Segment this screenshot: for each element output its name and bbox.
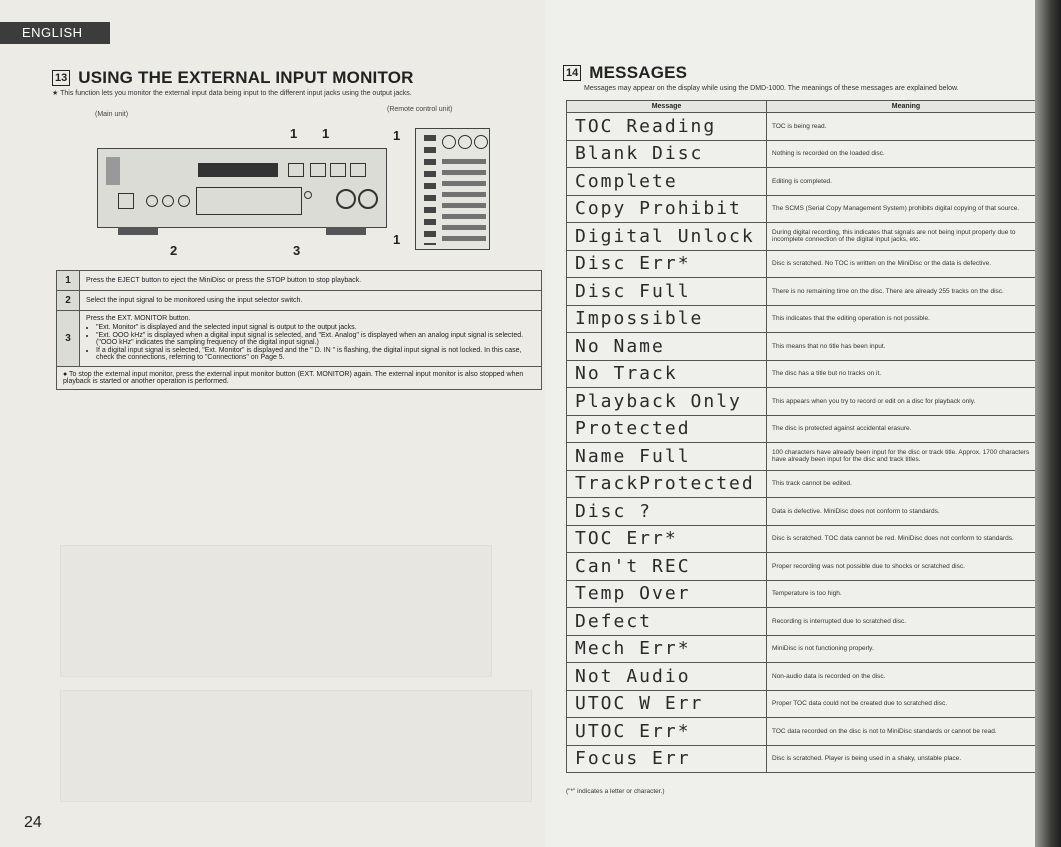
remote-illustration xyxy=(415,128,490,250)
table-row xyxy=(567,498,1046,526)
table-row xyxy=(567,250,1046,278)
step-bullet: • "Ext. OOO kHz" is displayed when a digital input signal is selected, and "Ext. Analog" is displayed when an analog input signal is selected. ("OOO kHz" indicates the sampling frequency of the digital input signal.) xyxy=(96,332,535,346)
dial-icon xyxy=(336,189,356,209)
section-number: 14 xyxy=(563,65,581,81)
knob-icon xyxy=(146,195,158,207)
meaning-cell: Editing is completed. xyxy=(767,168,1046,196)
pause-button-icon xyxy=(350,163,366,177)
table-row xyxy=(567,553,1046,581)
section-number: 13 xyxy=(52,70,70,86)
message-cell: Protected xyxy=(567,415,767,443)
callout-2: 2 xyxy=(170,243,178,258)
message-cell: No Track xyxy=(567,360,767,388)
message-cell: Name Full xyxy=(567,443,767,471)
step-text: Press the EXT. MONITOR button. xyxy=(86,315,191,322)
meaning-cell: The disc has a title but no tracks on it. xyxy=(767,360,1046,388)
table-row xyxy=(567,525,1046,553)
main-unit-illustration xyxy=(97,148,387,228)
callout-3: 3 xyxy=(293,243,301,258)
table-row xyxy=(567,168,1046,196)
message-cell: Copy Prohibit xyxy=(567,195,767,223)
step-number: 3 xyxy=(57,311,80,367)
meaning-cell: The disc is protected against accidental erasure. xyxy=(767,415,1046,443)
message-cell: TOC Reading xyxy=(567,113,767,141)
section-14-heading xyxy=(563,63,687,83)
meaning-cell: Disc is scratched. Player is being used in a shaky, unstable place. xyxy=(767,745,1046,773)
message-cell: Temp Over xyxy=(567,580,767,608)
step-text: Select the input signal to be monitored using the input selector switch. xyxy=(80,291,542,311)
stop-button-icon xyxy=(310,163,326,177)
ext-monitor-button-icon xyxy=(304,191,312,199)
message-cell: UTOC W Err xyxy=(567,690,767,718)
step-row xyxy=(57,271,542,291)
message-cell: TrackProtected xyxy=(567,470,767,498)
message-cell: Can't REC xyxy=(567,553,767,581)
dial-icon xyxy=(358,189,378,209)
table-row xyxy=(567,305,1046,333)
messages-intro: Messages may appear on the display while using the DMD-1000. The meanings of these messages are explained below. xyxy=(584,85,959,92)
device-foot xyxy=(118,227,158,235)
meaning-cell: Non-audio data is recorded on the disc. xyxy=(767,663,1046,691)
remote-button-column xyxy=(424,135,436,245)
table-row xyxy=(567,415,1046,443)
message-cell: Mech Err* xyxy=(567,635,767,663)
message-cell: TOC Err* xyxy=(567,525,767,553)
table-row xyxy=(567,745,1046,773)
device-foot xyxy=(326,227,366,235)
section-intro: ★ This function lets you monitor the external input data being input to the different input jacks using the output jacks. xyxy=(52,90,412,97)
disc-slot xyxy=(196,187,302,215)
meaning-cell: During digital recording, this indicates that signals are not being input properly due to incomplete connection of the digital input jacks, etc. xyxy=(767,223,1046,251)
table-row xyxy=(567,195,1046,223)
phones-jack-icon xyxy=(118,193,134,209)
meaning-cell: This means that no title has been input. xyxy=(767,333,1046,361)
message-cell: No Name xyxy=(567,333,767,361)
table-row xyxy=(567,113,1046,141)
callout-1: 1 xyxy=(393,232,401,247)
main-unit-label: (Main unit) xyxy=(95,111,129,118)
eject-button-icon xyxy=(288,163,304,177)
bleed-through-illustration xyxy=(60,545,492,677)
section-title: MESSAGES xyxy=(589,63,688,82)
table-row xyxy=(567,443,1046,471)
page-number: 24 xyxy=(24,814,42,831)
table-row xyxy=(567,608,1046,636)
meaning-cell: Disc is scratched. No TOC is written on the MiniDisc or the data is defective. xyxy=(767,250,1046,278)
table-row xyxy=(567,718,1046,746)
meaning-cell: 100 characters have already been input for the disc or track title. Approx. 1700 characters have already been input for the disc and track titles. xyxy=(767,443,1046,471)
table-row xyxy=(567,580,1046,608)
message-cell: Disc Full xyxy=(567,278,767,306)
step-bullets xyxy=(86,324,535,361)
message-cell: Playback Only xyxy=(567,388,767,416)
footnote: ("*" indicates a letter or character.) xyxy=(566,788,665,795)
book-spine xyxy=(1035,0,1061,847)
message-cell: Disc Err* xyxy=(567,250,767,278)
table-row xyxy=(567,470,1046,498)
stop-note-row xyxy=(57,367,542,390)
callout-1: 1 xyxy=(290,126,298,141)
meaning-cell: Proper TOC data could not be created due to scratched disc. xyxy=(767,690,1046,718)
play-button-icon xyxy=(330,163,346,177)
input-selector-icon xyxy=(178,195,190,207)
message-cell: Defect xyxy=(567,608,767,636)
step-number: 1 xyxy=(57,271,80,291)
table-row xyxy=(567,663,1046,691)
meaning-cell: Temperature is too high. xyxy=(767,580,1046,608)
meaning-cell: This track cannot be edited. xyxy=(767,470,1046,498)
meaning-cell: TOC is being read. xyxy=(767,113,1046,141)
message-cell: Impossible xyxy=(567,305,767,333)
meaning-cell: Disc is scratched. TOC data cannot be red. MiniDisc does not conform to standards. xyxy=(767,525,1046,553)
table-row xyxy=(567,140,1046,168)
table-row xyxy=(567,635,1046,663)
steps-table xyxy=(56,270,542,390)
meaning-cell: Proper recording was not possible due to shocks or scratched disc. xyxy=(767,553,1046,581)
callout-1: 1 xyxy=(393,128,401,143)
remote-round-button-icon xyxy=(458,135,472,149)
remote-button-grid xyxy=(442,159,486,243)
table-row xyxy=(567,333,1046,361)
remote-round-button-icon xyxy=(442,135,456,149)
section-title: USING THE EXTERNAL INPUT MONITOR xyxy=(78,68,414,87)
header-meaning: Meaning xyxy=(767,101,1046,113)
language-tab: ENGLISH xyxy=(0,22,110,44)
step-bullet: • "Ext. Monitor" is displayed and the selected input signal is output to the output jacks. xyxy=(96,324,535,331)
meaning-cell: MiniDisc is not functioning properly. xyxy=(767,635,1046,663)
message-cell: Focus Err xyxy=(567,745,767,773)
step-text-block xyxy=(80,311,542,367)
table-row xyxy=(567,388,1046,416)
messages-table xyxy=(566,100,1046,773)
stop-note: ● To stop the external input monitor, press the external input monitor button (EXT. MONITOR) again. The external input monitor is also stopped when playback is started or another operation is performed. xyxy=(57,367,542,390)
meaning-cell: The SCMS (Serial Copy Management System) prohibits digital copying of that source. xyxy=(767,195,1046,223)
display-window xyxy=(198,163,278,177)
meaning-cell: This indicates that the editing operation is not possible. xyxy=(767,305,1046,333)
step-number: 2 xyxy=(57,291,80,311)
step-row xyxy=(57,291,542,311)
message-cell: Blank Disc xyxy=(567,140,767,168)
table-row xyxy=(567,278,1046,306)
header-message: Message xyxy=(567,101,767,113)
meaning-cell: Data is defective. MiniDisc does not conform to standards. xyxy=(767,498,1046,526)
step-bullet: • If a digital input signal is selected, "Ext. Monitor" is displayed and the " D. IN " is flashing, the digital input signal is not locked. In this case, check the connections, referring to "Connections" on Page 5. xyxy=(96,347,535,361)
message-cell: Disc ? xyxy=(567,498,767,526)
meaning-cell: Nothing is recorded on the loaded disc. xyxy=(767,140,1046,168)
table-row xyxy=(567,223,1046,251)
step-text: Press the EJECT button to eject the MiniDisc or press the STOP button to stop playback. xyxy=(80,271,542,291)
message-cell: Complete xyxy=(567,168,767,196)
meaning-cell: Recording is interrupted due to scratched disc. xyxy=(767,608,1046,636)
table-row xyxy=(567,360,1046,388)
remote-label: (Remote control unit) xyxy=(387,106,453,113)
remote-round-button-icon xyxy=(474,135,488,149)
step-row xyxy=(57,311,542,367)
message-cell: UTOC Err* xyxy=(567,718,767,746)
callout-1: 1 xyxy=(322,126,330,141)
meaning-cell: TOC data recorded on the disc is not to MiniDisc standards or cannot be read. xyxy=(767,718,1046,746)
meaning-cell: There is no remaining time on the disc. There are already 255 tracks on the disc. xyxy=(767,278,1046,306)
meaning-cell: This appears when you try to record or edit on a disc for playback only. xyxy=(767,388,1046,416)
section-13-heading xyxy=(52,68,414,88)
message-cell: Not Audio xyxy=(567,663,767,691)
table-header-row xyxy=(567,101,1046,113)
knob-icon xyxy=(162,195,174,207)
bleed-through-table xyxy=(60,690,532,802)
table-row xyxy=(567,690,1046,718)
power-icon xyxy=(106,157,120,185)
message-cell: Digital Unlock xyxy=(567,223,767,251)
